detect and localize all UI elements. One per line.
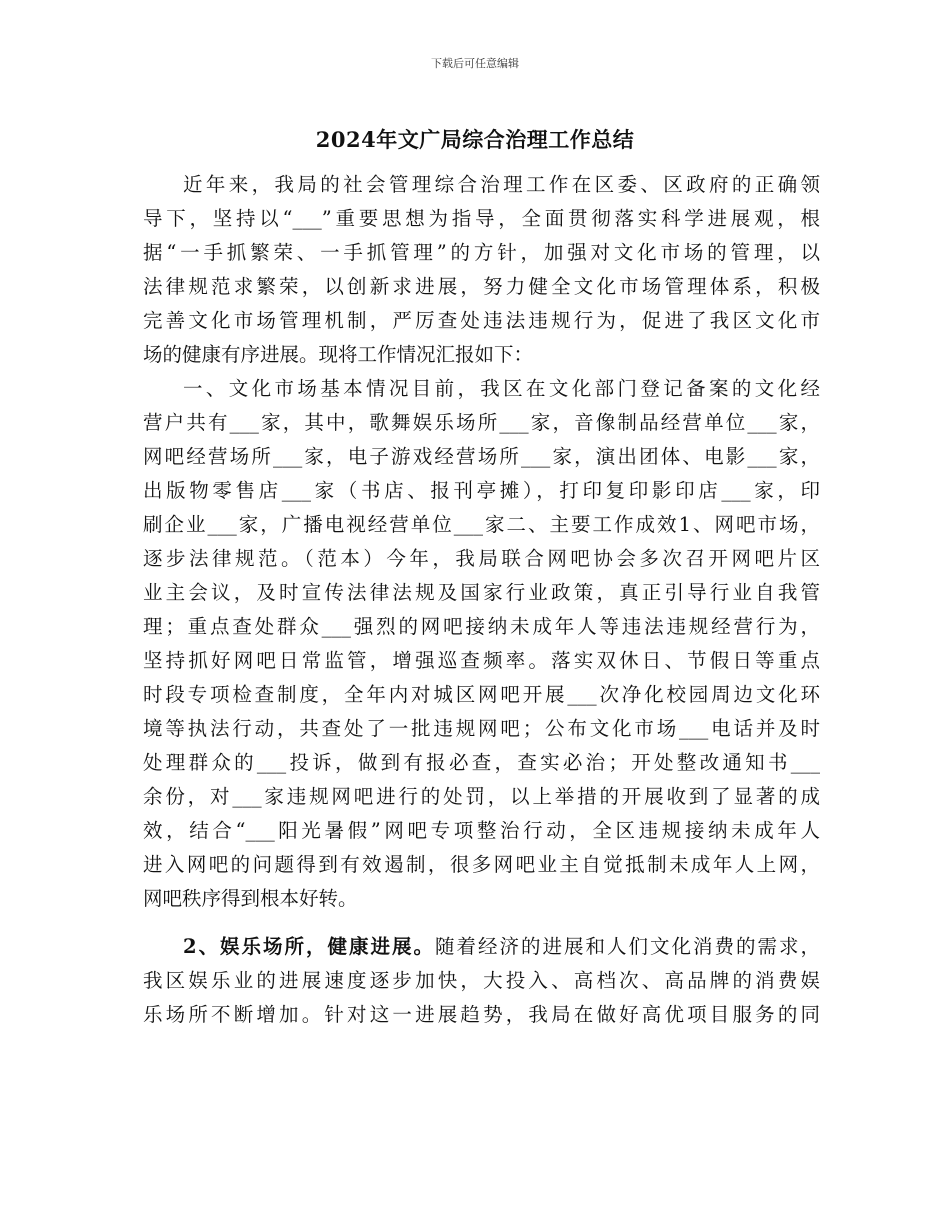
text-line: 完善文化市场管理机制，严厉查处违法违规行为，促进了我区文化市 [143, 309, 820, 332]
text-line: 我区娱乐业的进展速度逐步加快，大投入、高档次、高品牌的消费娱 [143, 969, 820, 992]
text-line: 导下，坚持以“___”重要思想为指导，全面贯彻落实科学进展观，根 [143, 207, 820, 230]
text-line: 营户共有___家，其中，歌舞娱乐场所___家，音像制品经营单位___家， [143, 411, 820, 434]
text-line: 法律规范求繁荣，以创新求进展，努力健全文化市场管理体系，积极 [143, 275, 820, 298]
text-line: 业主会议，及时宣传法律法规及国家行业政策，真正引导行业自我管 [143, 581, 820, 604]
text-line: 刷企业___家，广播电视经营单位___家二、主要工作成效1、网吧市场， [143, 513, 820, 536]
text-line: 境等执法行动，共查处了一批违规网吧；公布文化市场___电话并及时 [143, 717, 820, 740]
paragraph-intro [143, 168, 820, 372]
page-header-note: 下载后可任意编辑 [431, 57, 519, 70]
text-run: 随着经济的进展和人们文化消费的需求， [435, 935, 820, 958]
text-line: 网吧秩序得到根本好转。 [143, 887, 358, 910]
paragraph-market-overview [143, 372, 820, 916]
text-line: 进入网吧的问题得到有效遏制，很多网吧业主自觉抵制未成年人上网， [143, 853, 820, 876]
text-line: 效，结合“___阳光暑假”网吧专项整治行动，全区违规接纳未成年人 [143, 819, 820, 842]
text-line: 近年来，我局的社会管理综合治理工作在区委、区政府的正确领 [183, 173, 820, 196]
text-line: 乐场所不断增加。针对这一进展趋势，我局在做好高优项目服务的同 [143, 1003, 820, 1026]
text-line: 理；重点查处群众___强烈的网吧接纳未成年人等违法违规经营行为， [143, 615, 820, 638]
document-body [143, 168, 820, 1032]
text-line: 时段专项检查制度，全年内对城区网吧开展___次净化校园周边文化环 [143, 683, 820, 706]
document-title: 2024年文广局综合治理工作总结 [315, 127, 635, 152]
text-line: 处理群众的___投诉，做到有报必查，查实必治；开处整改通知书___ [143, 751, 820, 774]
text-line: 据“一手抓繁荣、一手抓管理”的方针，加强对文化市场的管理，以 [143, 241, 820, 264]
text-line: 余份，对___家违规网吧进行的处罚，以上举措的开展收到了显著的成 [143, 785, 820, 808]
text-line: 一、文化市场基本情况目前，我区在文化部门登记备案的文化经 [183, 377, 820, 400]
section-heading: 2、娱乐场所，健康进展。 [183, 935, 436, 958]
paragraph-spacer [143, 916, 820, 930]
text-line: 网吧经营场所___家，电子游戏经营场所___家，演出团体、电影___家， [143, 445, 820, 468]
paragraph-entertainment [143, 930, 820, 1032]
text-line [143, 930, 820, 964]
text-line: 场的健康有序进展。现将工作情况汇报如下： [143, 343, 534, 366]
text-line: 坚持抓好网吧日常监管，增强巡查频率。落实双休日、节假日等重点 [143, 649, 820, 672]
text-line: 出版物零售店___家（书店、报刊亭摊），打印复印影印店___家，印 [143, 479, 820, 502]
text-line: 逐步法律规范。（范本）今年，我局联合网吧协会多次召开网吧片区 [143, 547, 820, 570]
